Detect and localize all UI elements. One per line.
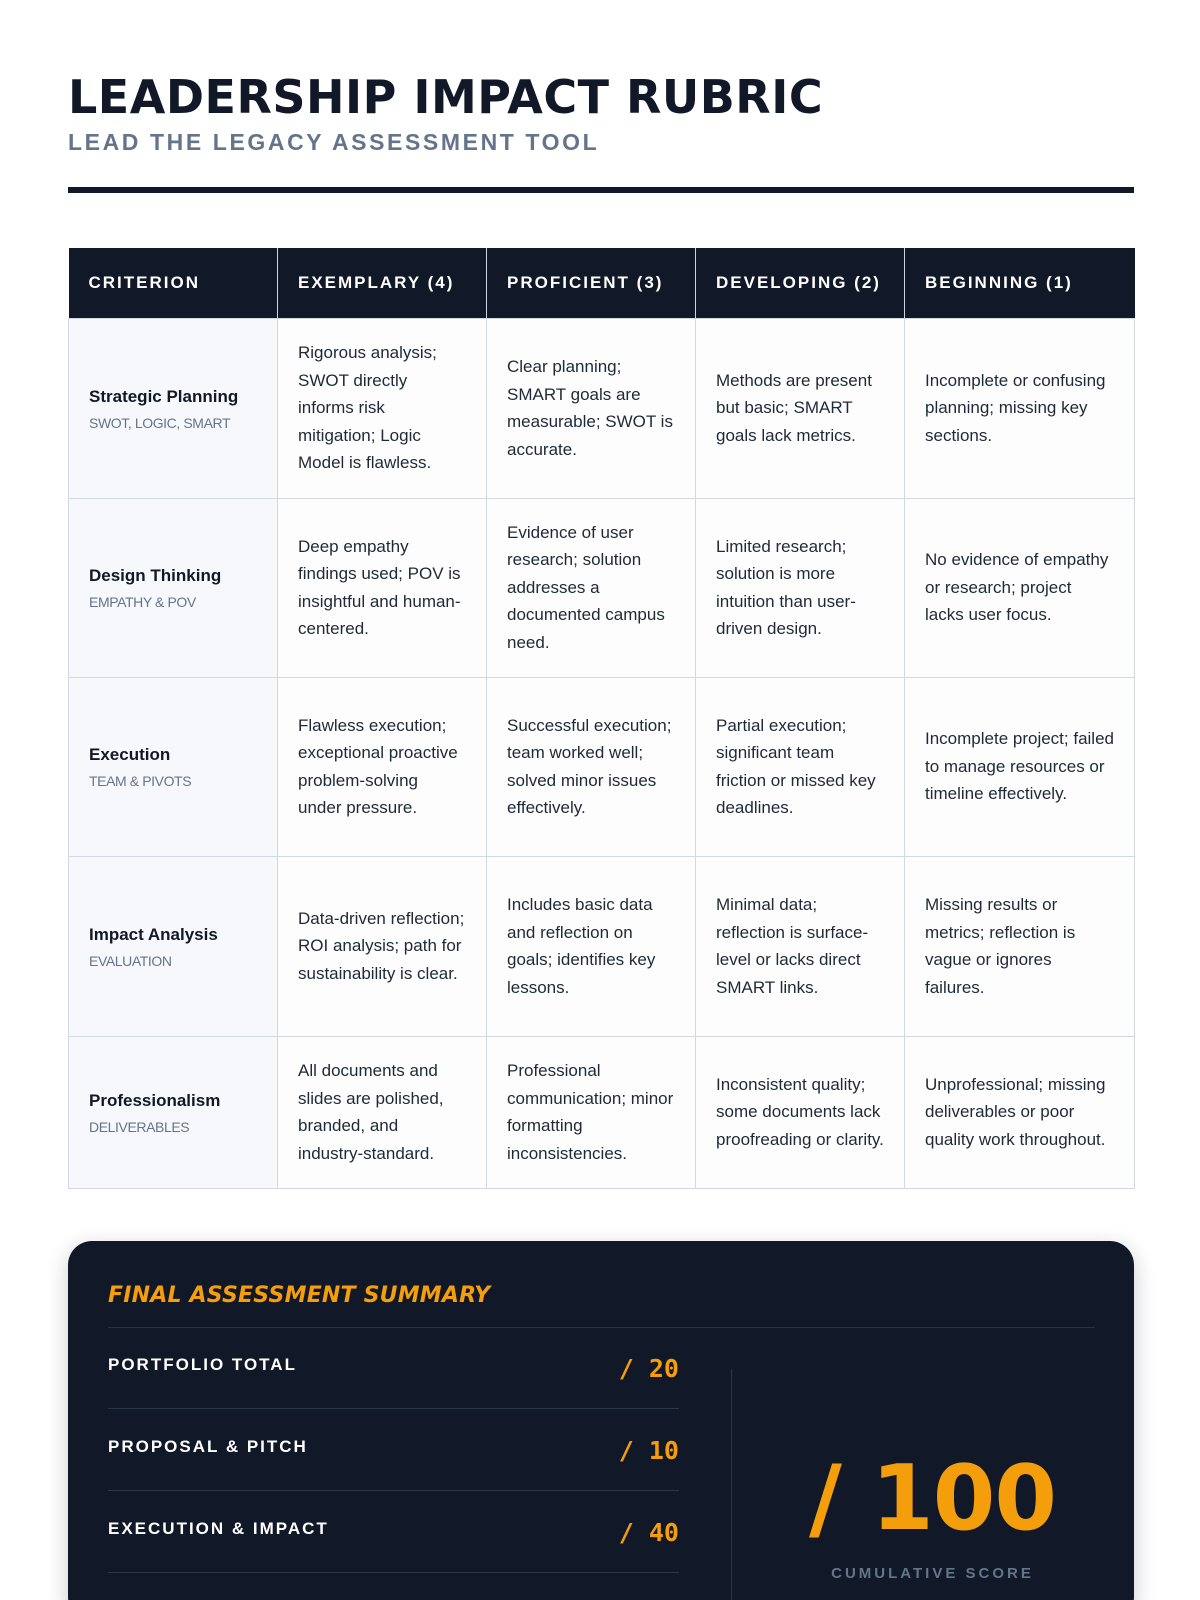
table-row [69,498,1135,677]
criterion-subtitle: TEAM & PIVOTS [89,773,192,789]
column-header-beginning: BEGINNING (1) [905,248,1135,318]
summary-title: FINAL ASSESSMENT SUMMARY [108,1283,491,1308]
beginning-cell: Incomplete project; failed to manage resources or timeline effectively. [905,677,1135,856]
rubric-table [68,248,1135,1189]
title-divider [68,187,1134,193]
table-row [69,677,1135,856]
developing-cell: Methods are present but basic; SMART goals lack metrics. [696,318,905,498]
rubric-body [69,318,1135,1188]
criterion-name: Strategic Planning [89,386,239,406]
criterion-cell [69,856,278,1036]
score-value: / 10 [618,1436,679,1465]
header-row [69,248,1135,318]
exemplary-cell: Rigorous analysis; SWOT directly informs risk mitigation; Logic Model is flawless. [278,318,487,498]
column-header-criterion: CRITERION [69,248,278,318]
beginning-cell: No evidence of empathy or research; project lacks user focus. [905,498,1135,677]
criterion-subtitle: EVALUATION [89,952,172,969]
criterion-name: Professionalism [89,1090,221,1110]
proficient-cell: Successful execution; team worked well; solved minor issues effectively. [487,677,696,856]
developing-cell: Minimal data; reflection is surface-level or lacks direct SMART links. [696,856,905,1036]
column-header-developing: DEVELOPING (2) [696,248,905,318]
score-row-execution [108,1491,679,1573]
exemplary-cell: Flawless execution; exceptional proactive problem-solving under pressure. [278,677,487,856]
developing-cell: Inconsistent quality; some documents lack proofreading or clarity. [696,1036,905,1188]
beginning-cell: Incomplete or confusing planning; missing key sections. [905,318,1135,498]
cumulative-score-label: CUMULATIVE SCORE [831,1565,1034,1582]
criterion-name: Design Thinking [89,566,222,585]
score-label: EXECUTION & IMPACT [108,1519,329,1538]
table-row [69,318,1135,498]
beginning-cell: Missing results or metrics; reflection is vague or ignores failures. [905,856,1135,1036]
developing-cell: Limited research; solution is more intuition than user-driven design. [696,498,905,677]
exemplary-cell: Deep empathy findings used; POV is insightful and human-centered. [278,498,487,677]
table-row [69,856,1135,1036]
criterion-cell [69,498,278,677]
score-value: / 40 [618,1518,679,1547]
criterion-name: Execution [89,745,171,764]
page-title: LEADERSHIP IMPACT RUBRIC [68,70,824,124]
developing-cell: Partial execution; significant team friction or missed key deadlines. [696,677,905,856]
column-header-exemplary: EXEMPLARY (4) [278,248,487,318]
criterion-cell [69,318,278,498]
exemplary-cell: All documents and slides are polished, branded, and industry-standard. [278,1036,487,1188]
criterion-subtitle: DELIVERABLES [89,1118,190,1135]
criterion-cell [69,1036,278,1188]
criterion-subtitle: EMPATHY & POV [89,594,196,610]
proficient-cell: Includes basic data and reflection on goals; identifies key lessons. [487,856,696,1036]
criterion-subtitle: SWOT, LOGIC, SMART [89,414,231,431]
criterion-name: Impact Analysis [89,924,218,944]
beginning-cell: Unprofessional; missing deliverables or poor quality work throughout. [905,1036,1135,1188]
proficient-cell: Professional communication; minor formatting inconsistencies. [487,1036,696,1188]
assessment-summary-card [68,1241,1134,1600]
score-value: / 20 [618,1354,679,1383]
proficient-cell: Clear planning; SMART goals are measurable; SWOT is accurate. [487,318,696,498]
criterion-cell [69,677,278,856]
score-row-proposal [108,1409,679,1491]
rubric-header [69,248,1135,318]
cumulative-score-value: / 100 [808,1446,1057,1551]
proficient-cell: Evidence of user research; solution addresses a documented campus need. [487,498,696,677]
exemplary-cell: Data-driven reflection; ROI analysis; path for sustainability is clear. [278,856,487,1036]
score-label: PROPOSAL & PITCH [108,1437,308,1456]
score-row-portfolio [108,1327,679,1409]
score-label: PORTFOLIO TOTAL [108,1355,297,1374]
table-row [69,1036,1135,1188]
column-header-proficient: PROFICIENT (3) [487,248,696,318]
page-subtitle: LEAD THE LEGACY ASSESSMENT TOOL [68,129,600,155]
